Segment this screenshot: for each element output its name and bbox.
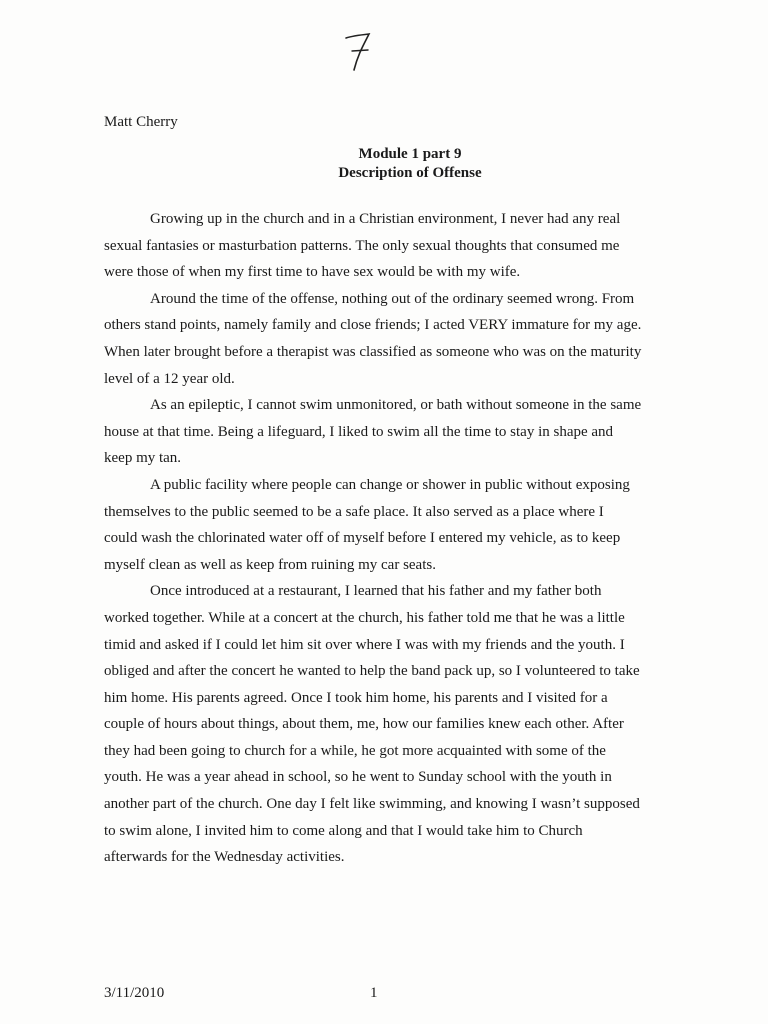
text-line: youth. He was a year ahead in school, so he went to Sunday school with the youth in bbox=[104, 769, 612, 786]
paragraph bbox=[104, 286, 644, 392]
text-line: myself clean as well as keep from ruining my car seats. bbox=[104, 556, 436, 573]
text-line: they had been going to church for a while, he got more acquainted with some of the bbox=[104, 742, 606, 759]
paragraph bbox=[104, 206, 644, 286]
paragraph bbox=[104, 392, 644, 472]
document-heading-module: Module 1 part 9 bbox=[358, 146, 462, 162]
text-line: to swim alone, I invited him to come along and that I would take him to Church bbox=[104, 822, 583, 839]
text-line: themselves to the public seemed to be a safe place. It also served as a place where I bbox=[104, 503, 604, 520]
text-line: obliged and after the concert he wanted to help the band pack up, so I volunteered to take bbox=[104, 663, 640, 680]
text-line: As an epileptic, I cannot swim unmonitored, or bath without someone in the same bbox=[150, 397, 642, 414]
text-line: level of a 12 year old. bbox=[104, 370, 235, 387]
footer-date: 3/11/2010 bbox=[104, 985, 165, 1001]
text-line: timid and asked if I could let him sit over where I was with my friends and the youth. I bbox=[104, 636, 625, 653]
text-line: Once introduced at a restaurant, I learned that his father and my father both bbox=[150, 583, 602, 600]
document-heading-title: Description of Offense bbox=[338, 165, 482, 181]
author-name: Matt Cherry bbox=[104, 114, 178, 130]
text-line: him home. His parents agreed. Once I took him home, his parents and I visited for a bbox=[104, 689, 608, 706]
document-body bbox=[104, 206, 644, 871]
text-line: Around the time of the offense, nothing out of the ordinary seemed wrong. From bbox=[150, 290, 635, 307]
text-line: house at that time. Being a lifeguard, I liked to swim all the time to stay in shape and bbox=[104, 423, 614, 440]
text-line: When later brought before a therapist was classified as someone who was on the maturity bbox=[104, 343, 642, 360]
paragraph bbox=[104, 578, 644, 871]
text-line: keep my tan. bbox=[104, 450, 182, 467]
text-line: could wash the chlorinated water off of myself before I entered my vehicle, as to keep bbox=[104, 530, 621, 547]
text-line: worked together. While at a concert at the church, his father told me that he was a little bbox=[104, 609, 625, 626]
text-line: another part of the church. One day I felt like swimming, and knowing I wasn’t supposed bbox=[104, 796, 640, 813]
paragraph bbox=[104, 472, 644, 578]
text-line: Growing up in the church and in a Christian environment, I never had any real bbox=[150, 211, 621, 227]
text-line: couple of hours about things, about them, me, how our families knew each other. After bbox=[104, 716, 624, 733]
text-line: A public facility where people can change or shower in public without exposing bbox=[150, 476, 630, 493]
footer-page-number: 1 bbox=[370, 985, 378, 1001]
text-line: were those of when my first time to have sex would be with my wife. bbox=[104, 264, 521, 281]
handwritten-page-number bbox=[338, 26, 378, 76]
text-line: afterwards for the Wednesday activities. bbox=[104, 849, 345, 866]
text-line: sexual fantasies or masturbation patterns. The only sexual thoughts that consumed me bbox=[104, 237, 620, 254]
text-line: others stand points, namely family and close friends; I acted VERY immature for my age. bbox=[104, 317, 642, 334]
